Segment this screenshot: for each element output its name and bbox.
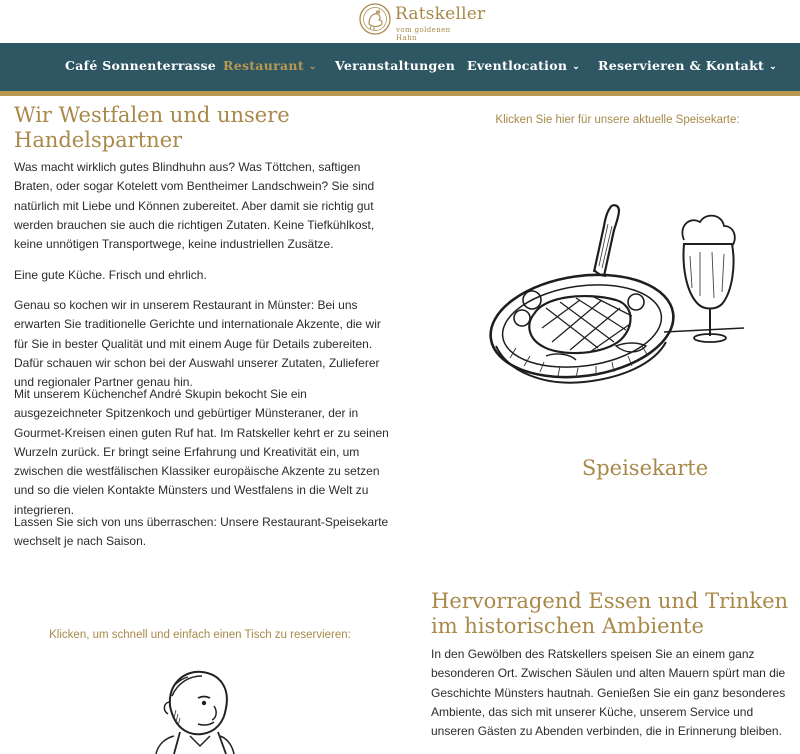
pan-steak-beer-illustration[interactable]: [486, 196, 746, 402]
paragraph-intro: Was macht wirklich gutes Blindhuhn aus? Was Töttchen, saftigen Braten, oder sogar Kotelett vom Bentheimer Landschwein? Sie sind natürlich mit Liebe und Können zubereitet. Aber damit sie richtig gut werden brauchen sie auch die richtigen Zutaten. Keine Tiefkühlkost, keine unnötigen Transportwege, keine industriellen Zusätze.: [14, 160, 375, 252]
nav-item-eventlocation[interactable]: [467, 58, 580, 73]
waiter-portrait-illustration[interactable]: [140, 662, 250, 754]
paragraph-season: Lassen Sie sich von uns überraschen: Unsere Restaurant-Speisekarte wechselt je nach Saison.: [14, 515, 389, 549]
chevron-down-icon: ⌄: [308, 62, 317, 72]
nav-item-label: Reservieren & Kontakt: [598, 58, 765, 73]
nav-item-restaurant[interactable]: [223, 58, 317, 73]
paragraph-slogan: Eine gute Küche. Frisch und ehrlich.: [14, 268, 207, 282]
nav-item-veranstaltungen[interactable]: [335, 58, 455, 73]
menu-caption: Klicken Sie hier für unsere aktuelle Speisekarte:: [495, 114, 740, 126]
reserve-caption: Klicken, um schnell und einfach einen Tisch zu reservieren:: [49, 629, 351, 641]
rooster-seal-icon: [358, 2, 392, 36]
nav-accent-line: [0, 91, 800, 96]
section-title-ambiente: Hervorragend Essen und Trinken im historischen Ambiente: [431, 589, 789, 638]
paragraph-kitchen: Genau so kochen wir in unserem Restaurant in Münster: Bei uns erwarten Sie traditionelle Gerichte und internationale Akzente, die wir für Sie in bester Qualität und mit einem Auge für Details zubereiten. Dafür schauen wir schon bei der Auswahl unserer Zutaten, Zulieferer und regionaler Partner genau hin.: [14, 298, 381, 390]
nav-item-cafe-sonnenterrasse[interactable]: [65, 58, 216, 73]
nav-item-label: Café Sonnenterrasse: [65, 58, 217, 73]
nav-item-label: Eventlocation: [467, 58, 568, 73]
chevron-down-icon: ⌄: [572, 62, 581, 72]
site-logo[interactable]: [358, 2, 486, 42]
nav-item-reservieren-kontakt[interactable]: [598, 58, 777, 73]
chevron-down-icon: ⌄: [769, 62, 777, 72]
menu-title-link[interactable]: Speisekarte: [581, 456, 709, 480]
section-title-westfalen: Wir Westfalen und unsere Handelspartner: [14, 103, 290, 152]
paragraph-ambiente: In den Gewölben des Ratskellers speisen Sie an einem ganz besonderen Ort. Zwischen Säulen und alten Mauern spürt man die Geschichte Münsters hautnah. Genießen Sie ein ganz besonderes Ambiente, das sich mit unserer Küche, unserem Service und unseren Gästen zu Abenden verbinden, die in Erinnerung bleiben.: [431, 647, 786, 739]
site-header: [0, 0, 800, 43]
paragraph-chef: Mit unserem Küchenchef André Skupin bekocht Sie ein ausgezeichneter Spitzenkoch und gebürtiger Münsteraner, der in Gourmet-Kreisen einen guten Ruf hat. Im Ratskeller kehrt er zu seinen Wurzeln zurück. Er bringt seine Erfahrung und Kreativität ein, um zwischen die westfälischen Klassiker europäische Akzente zu setzen und so die vielen Kontakte Münsters und Westfalens in die Welt zu integrieren.: [14, 387, 389, 517]
nav-item-label: Restaurant: [223, 58, 304, 73]
brand-tagline: vom goldenen Hahn: [396, 26, 451, 42]
brand-name: Ratskeller: [395, 4, 486, 24]
nav-item-label: Veranstaltungen: [335, 58, 456, 73]
